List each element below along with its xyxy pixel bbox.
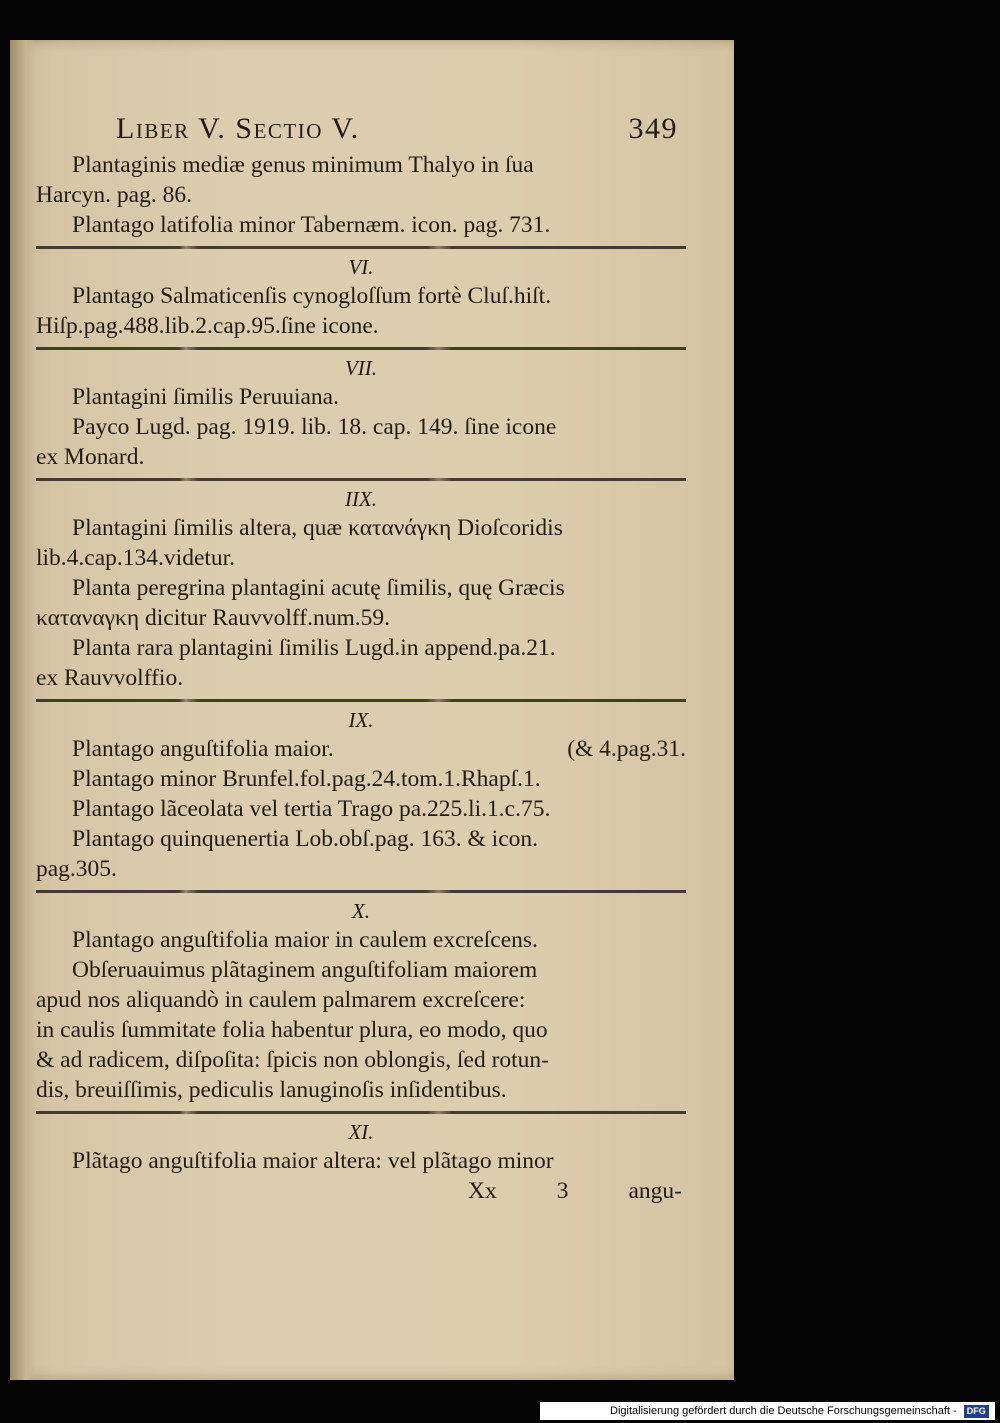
entry-iix <box>36 485 686 693</box>
section-rule <box>36 1111 686 1114</box>
running-head: Liber V. Sectio V. <box>116 112 360 145</box>
text-line: Harcyn. pag. 86. <box>36 182 192 208</box>
entry-continued <box>36 150 686 240</box>
book-page <box>10 40 734 1380</box>
entry-xi <box>36 1118 686 1176</box>
text-line: Plantagini ſimilis altera, quæ κατανάγκη Dioſcoridis <box>72 515 563 541</box>
dfg-logo: DFG <box>964 1405 989 1418</box>
section-rule <box>36 699 686 702</box>
page-text <box>36 114 686 1206</box>
text-line-right: (& 4.pag.31. <box>567 736 686 762</box>
text-line: & ad radicem, diſpoſita: ſpicis non oblongis, ſed rotun- <box>36 1047 549 1073</box>
entry-ix <box>36 706 686 884</box>
section-heading: XI. <box>348 1120 374 1144</box>
section-heading: VI. <box>348 255 374 279</box>
text-line: dis, breuiſſimis, pediculis lanuginoſis inſidentibus. <box>36 1077 507 1103</box>
entry-vi <box>36 253 686 341</box>
section-heading: IX. <box>348 708 374 732</box>
text-line: Planta rara plantagini ſimilis Lugd.in append.pa.21. <box>72 635 556 661</box>
signature-mark: Xx <box>468 1178 497 1204</box>
text-line: Plantago minor Brunfel.fol.pag.24.tom.1.Rhapſ.1. <box>72 766 541 792</box>
credit-text: Digitalisierung gefördert durch die Deutsche Forschungsgemeinschaft - <box>610 1405 957 1417</box>
text-line: Plãtago anguſtifolia maior altera: vel plãtago minor <box>72 1148 554 1174</box>
text-line: Planta peregrina plantagini acutę ſimilis, quę Græcis <box>72 575 565 601</box>
text-line: Plantago Salmaticenſis cynogloſſum fortè Cluſ.hiſt. <box>72 283 552 309</box>
section-rule <box>36 347 686 350</box>
text-line: Plantago lãceolata vel tertia Trago pa.225.li.1.c.75. <box>72 796 551 822</box>
text-line: in caulis ſummitate folia habentur plura, eo modo, quo <box>36 1017 548 1043</box>
text-line: Plantago quinquenertia Lob.obſ.pag. 163. & icon. <box>72 826 538 852</box>
signature-line <box>36 1176 686 1206</box>
running-header <box>36 114 686 150</box>
text-line: Plantagini ſimilis Peruuiana. <box>72 384 339 410</box>
text-line: lib.4.cap.134.videtur. <box>36 545 236 571</box>
page-number: 349 <box>628 112 678 145</box>
catchword: angu- <box>628 1178 682 1204</box>
section-heading: X. <box>351 899 371 923</box>
section-heading: IIX. <box>344 487 378 511</box>
text-line: apud nos aliquandò in caulem palmarem excreſcere: <box>36 987 526 1013</box>
entry-x <box>36 897 686 1105</box>
text-line: Obſeruauimus plãtaginem anguſtifoliam maiorem <box>72 957 538 983</box>
text-line: pag.305. <box>36 856 117 882</box>
text-line: Hiſp.pag.488.lib.2.cap.95.ſine icone. <box>36 313 379 339</box>
entry-vii <box>36 354 686 472</box>
section-rule <box>36 246 686 249</box>
section-rule <box>36 478 686 481</box>
section-heading: VII. <box>344 356 378 380</box>
text-line: καταναγκη dicitur Rauvvolff.num.59. <box>36 605 391 631</box>
page-gutter-shadow <box>10 40 36 1380</box>
text-line: Payco Lugd. pag. 1919. lib. 18. cap. 149. ſine icone <box>72 414 557 440</box>
text-line-left: Plantago anguſtifolia maior. <box>72 736 334 762</box>
text-line <box>36 734 686 764</box>
text-line: ex Monard. <box>36 444 145 470</box>
text-line: ex Rauvvolffio. <box>36 665 184 691</box>
text-line: Plantago latifolia minor Tabernæm. icon. pag. 731. <box>72 212 551 238</box>
signature-number: 3 <box>556 1178 569 1204</box>
section-rule <box>36 890 686 893</box>
digitization-credit <box>540 1402 995 1420</box>
text-line: Plantaginis mediæ genus minimum Thalyo in ſua <box>72 152 534 178</box>
text-line: Plantago anguſtifolia maior in caulem excreſcens. <box>72 927 538 953</box>
